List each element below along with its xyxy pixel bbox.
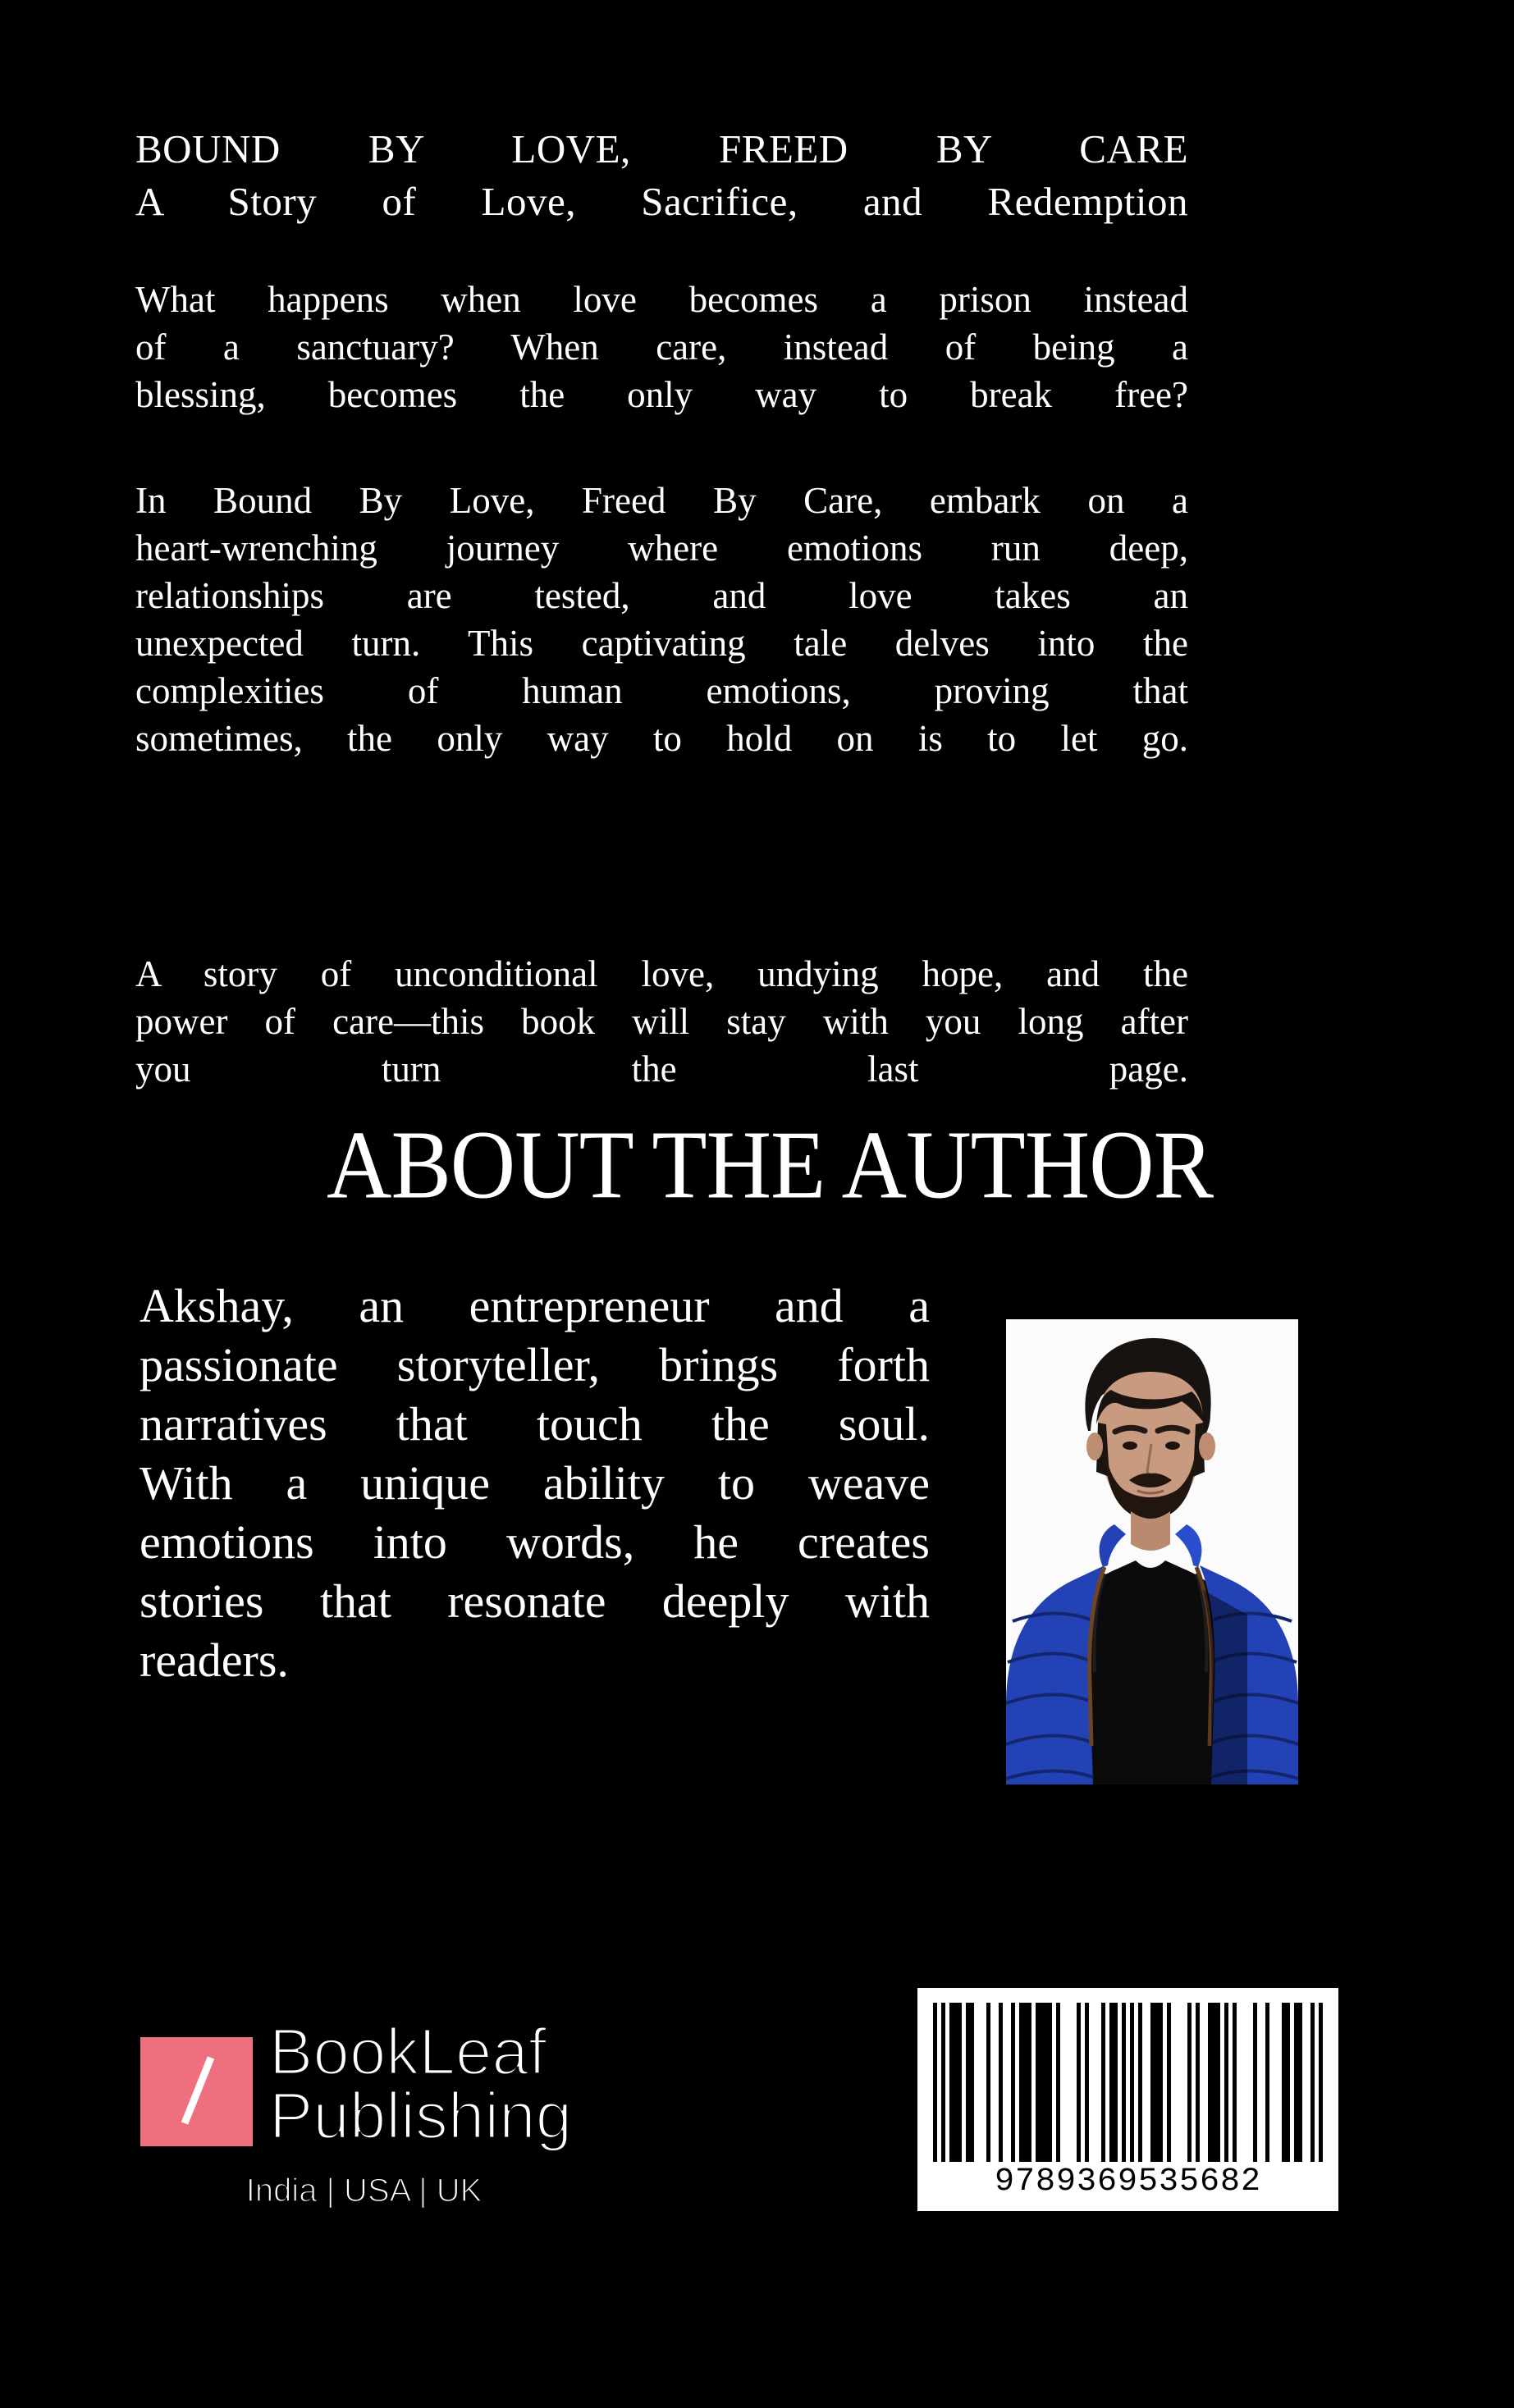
title-line: BOUND BY LOVE, FREED BY CARE — [135, 126, 1188, 171]
bio-line: narratives that touch the soul. — [140, 1397, 930, 1451]
blurb-paragraph-3 — [135, 950, 1188, 1093]
blurb-line: heart-wrenching journey where emotions run deep, — [135, 528, 1188, 569]
publisher-logo-square — [140, 2037, 253, 2146]
publisher-name-line1: BookLeaf — [269, 2015, 547, 2088]
bio-line: passionate storyteller, brings forth — [140, 1338, 930, 1391]
blurb-line: unexpected turn. This captivating tale delves into the — [135, 623, 1188, 664]
blurb-line: complexities of human emotions, proving that — [135, 670, 1188, 711]
author-photo — [1006, 1319, 1298, 1784]
author-portrait-illustration — [1006, 1319, 1298, 1784]
blurb-line: of a sanctuary? When care, instead of being a — [135, 327, 1188, 368]
blurb-line: you turn the last page. — [135, 1049, 1188, 1090]
blurb-paragraph-2 — [135, 477, 1188, 762]
publisher-name — [269, 2015, 573, 2152]
logo-slash-icon — [140, 2037, 253, 2146]
publisher-regions: India | USA | UK — [245, 2173, 483, 2209]
isbn-number: 9789369535682 — [994, 2164, 1262, 2200]
bio-line: Akshay, an entrepreneur and a — [140, 1279, 930, 1332]
about-the-author-heading: ABOUT THE AUTHOR — [327, 1110, 1213, 1219]
bio-line: With a unique ability to weave — [140, 1456, 930, 1510]
publisher-name-line2: Publishing — [269, 2079, 573, 2152]
blurb-line: power of care—this book will stay with you long after — [135, 1001, 1188, 1042]
blurb-line: What happens when love becomes a prison instead — [135, 279, 1188, 320]
blurb-line: In Bound By Love, Freed By Care, embark on a — [135, 480, 1188, 521]
bio-line: readers. — [140, 1634, 289, 1687]
bio-line: emotions into words, he creates — [140, 1515, 930, 1569]
author-bio — [140, 1277, 930, 1690]
subtitle-line: A Story of Love, Sacrifice, and Redemption — [135, 179, 1188, 224]
blurb-line: A story of unconditional love, undying hope, and the — [135, 953, 1188, 994]
blurb-line: blessing, becomes the only way to break free? — [135, 374, 1188, 415]
title-block — [135, 123, 1188, 228]
barcode — [917, 1988, 1338, 2211]
bio-line: stories that resonate deeply with — [140, 1574, 930, 1628]
blurb-line: relationships are tested, and love takes an — [135, 575, 1188, 616]
blurb-paragraph-1 — [135, 276, 1188, 418]
barcode-bars — [933, 2003, 1323, 2162]
blurb-line: sometimes, the only way to hold on is to let go. — [135, 718, 1188, 759]
